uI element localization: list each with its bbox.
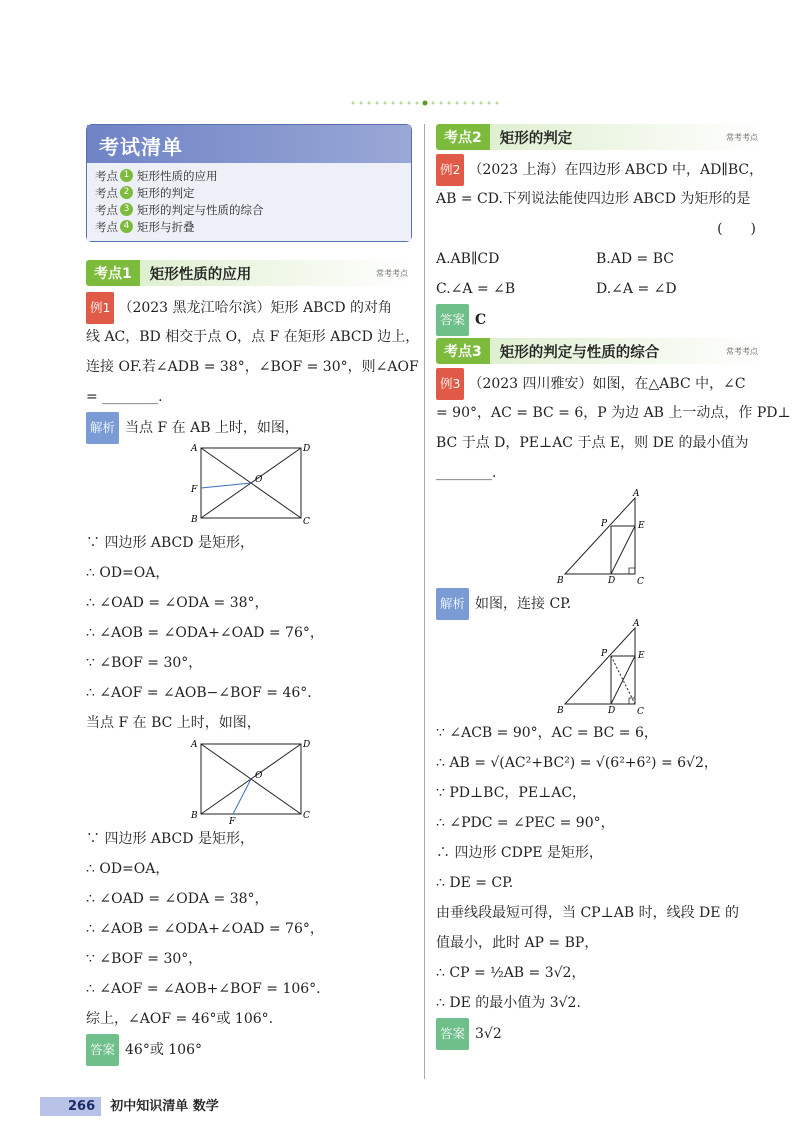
- section-frequency: 常考考点: [376, 269, 408, 278]
- label-P: P: [601, 649, 608, 659]
- section-tag: 考点2: [436, 124, 490, 150]
- overview-item: [95, 184, 403, 201]
- overview-item-key: 考点: [95, 202, 118, 217]
- overview-item-number: 2: [120, 186, 133, 199]
- triangle-figure-2: [549, 618, 649, 718]
- solution-text: 当点 F 在 AB 上时，如图，: [125, 420, 299, 436]
- label-C: C: [637, 577, 644, 587]
- solution-text: 值最小，此时 AP = BP，: [436, 935, 599, 951]
- section-tag: 考点1: [86, 260, 140, 286]
- solution-text: ∵ ∠BOF = 30°，: [86, 951, 203, 967]
- solution-text: ∴ OD=OA，: [86, 565, 170, 581]
- label-O: O: [255, 475, 263, 485]
- overview-item: [95, 201, 403, 218]
- answer-bracket: ( ): [717, 221, 756, 237]
- label-B: B: [191, 515, 198, 525]
- rectangle-figure-2: [189, 738, 311, 827]
- page-number: 266: [40, 1097, 101, 1116]
- solution-text: ∵ 四边形 ABCD 是矩形，: [86, 831, 254, 847]
- section-header-3: [436, 338, 762, 364]
- column-divider: [424, 124, 425, 1079]
- exam-overview-box: [86, 124, 412, 242]
- section-title: 矩形性质的应用: [149, 266, 252, 283]
- label-E: E: [638, 521, 645, 531]
- label-A: A: [633, 619, 640, 629]
- solution-text: 如图，连接 CP.: [475, 596, 572, 612]
- solution-text: 当点 F 在 BC 上时，如图，: [86, 715, 261, 731]
- solution-text: ∴ AB = √(AC²+BC²) = √(6²+6²) = 6√2，: [436, 755, 718, 771]
- label-F: F: [191, 485, 198, 495]
- label-P: P: [601, 519, 608, 529]
- solution-tag: 解析: [436, 588, 469, 620]
- overview-item: [95, 218, 403, 235]
- answer-tag: 答案: [436, 1018, 469, 1050]
- solution-text: ∴ ∠PDC = ∠PEC = 90°，: [436, 815, 615, 831]
- example-text: 连接 OF.若∠ADB = 38°，∠BOF = 30°，则∠AOF: [86, 359, 419, 375]
- example-text: （2023 上海）在四边形 ABCD 中，AD∥BC，: [468, 162, 764, 178]
- example-1: [86, 292, 420, 1064]
- options-row-1: [436, 244, 762, 274]
- answer-text: 3√2: [475, 1026, 502, 1042]
- options-row-2: [436, 274, 762, 304]
- solution-tag: 解析: [86, 412, 119, 444]
- example-text: BC 于点 D，PE⊥AC 于点 E，则 DE 的最小值为: [436, 435, 749, 451]
- example-text: （2023 黑龙江哈尔滨）矩形 ABCD 的对角: [118, 300, 393, 316]
- solution-text: ∴ DE = CP.: [436, 875, 514, 891]
- overview-item-key: 考点: [95, 185, 118, 200]
- section-header-1: [86, 260, 412, 286]
- book-title: 初中知识清单 数学: [110, 1099, 219, 1114]
- label-A: A: [633, 489, 640, 499]
- example-tag: 例1: [86, 292, 114, 324]
- solution-text: ∵ ∠BOF = 30°，: [86, 655, 203, 671]
- example-text: （2023 四川雅安）如图，在△ABC 中，∠C: [468, 376, 746, 392]
- rectangle-figure-1: [189, 442, 309, 528]
- example-blank: = ________.: [86, 389, 163, 405]
- answer-tag: 答案: [86, 1034, 119, 1066]
- solution-text: ∴ 四边形 CDPE 是矩形，: [436, 845, 603, 861]
- section-tag: 考点3: [436, 338, 490, 364]
- example-3: [436, 368, 791, 1048]
- solution-text: ∴ CP = ½AB = 3√2，: [436, 965, 586, 981]
- label-D: D: [608, 706, 616, 716]
- label-A: A: [191, 740, 198, 750]
- label-B: B: [557, 706, 564, 716]
- example-tag: 例3: [436, 368, 464, 400]
- section-frequency: 常考考点: [726, 133, 758, 142]
- answer-text: C: [475, 312, 487, 328]
- overview-item-number: 1: [120, 169, 133, 182]
- option-b: B.AD = BC: [596, 251, 674, 267]
- option-c: C.∠A = ∠B: [436, 281, 516, 297]
- label-F: F: [229, 817, 236, 827]
- solution-text: ∵ PD⊥BC，PE⊥AC，: [436, 785, 587, 801]
- label-E: E: [638, 651, 645, 661]
- label-B: B: [191, 811, 198, 821]
- answer-tag: 答案: [436, 304, 469, 336]
- label-D: D: [303, 740, 311, 750]
- section-title: 矩形的判定与性质的综合: [499, 344, 660, 361]
- overview-item-key: 考点: [95, 168, 118, 183]
- overview-item-number: 4: [120, 220, 133, 233]
- left-column: [86, 124, 420, 1064]
- solution-text: ∴ ∠AOB = ∠ODA+∠OAD = 76°，: [86, 921, 324, 937]
- label-D: D: [608, 576, 616, 586]
- overview-title: 考试清单: [87, 125, 411, 163]
- solution-text: ∴ DE 的最小值为 3√2.: [436, 995, 581, 1011]
- solution-text: ∴ ∠OAD = ∠ODA = 38°，: [86, 595, 269, 611]
- right-column: [436, 124, 791, 1048]
- overview-item-number: 3: [120, 203, 133, 216]
- option-a: A.AB∥CD: [436, 251, 500, 267]
- solution-text: ∴ ∠AOB = ∠ODA+∠OAD = 76°，: [86, 625, 324, 641]
- example-blank: ________.: [436, 465, 497, 481]
- section-frequency: 常考考点: [726, 347, 758, 356]
- page-footer: [40, 1095, 340, 1117]
- example-text: = 90°，AC = BC = 6，P 为边 AB 上一动点，作 PD⊥: [436, 405, 791, 421]
- label-C: C: [303, 517, 310, 527]
- solution-text: 由垂线段最短可得，当 CP⊥AB 时，线段 DE 的: [436, 905, 739, 921]
- solution-text: ∴ ∠AOF = ∠AOB+∠BOF = 106°.: [86, 981, 321, 997]
- label-D: D: [303, 444, 311, 454]
- label-C: C: [303, 811, 310, 821]
- solution-text: ∵ ∠ACB = 90°，AC = BC = 6，: [436, 725, 658, 741]
- example-text: 线 AC，BD 相交于点 O，点 F 在矩形 ABCD 边上，: [86, 329, 420, 345]
- answer-text: 46°或 106°: [125, 1042, 203, 1058]
- decorative-dots: [350, 100, 500, 106]
- section-header-2: [436, 124, 762, 150]
- label-A: A: [191, 444, 198, 454]
- overview-item-text: 矩形与折叠: [137, 219, 195, 234]
- section-title: 矩形的判定: [499, 130, 573, 147]
- label-C: C: [637, 707, 644, 717]
- solution-text: ∵ 四边形 ABCD 是矩形，: [86, 535, 254, 551]
- overview-item-text: 矩形的判定: [137, 185, 195, 200]
- example-2: [436, 154, 762, 334]
- overview-item-text: 矩形的判定与性质的综合: [137, 202, 264, 217]
- overview-item: [95, 167, 403, 184]
- example-tag: 例2: [436, 154, 464, 186]
- solution-text: ∴ ∠OAD = ∠ODA = 38°，: [86, 891, 269, 907]
- solution-text: ∴ ∠AOF = ∠AOB−∠BOF = 46°.: [86, 685, 312, 701]
- overview-item-key: 考点: [95, 219, 118, 234]
- triangle-figure-1: [549, 488, 649, 588]
- example-text: AB = CD.下列说法能使四边形 ABCD 为矩形的是: [436, 191, 751, 207]
- overview-list: [87, 163, 411, 241]
- option-d: D.∠A = ∠D: [596, 281, 677, 297]
- label-B: B: [557, 576, 564, 586]
- label-O: O: [255, 771, 263, 781]
- solution-text: 综上，∠AOF = 46°或 106°.: [86, 1011, 274, 1027]
- overview-item-text: 矩形性质的应用: [137, 168, 218, 183]
- solution-text: ∴ OD=OA，: [86, 861, 170, 877]
